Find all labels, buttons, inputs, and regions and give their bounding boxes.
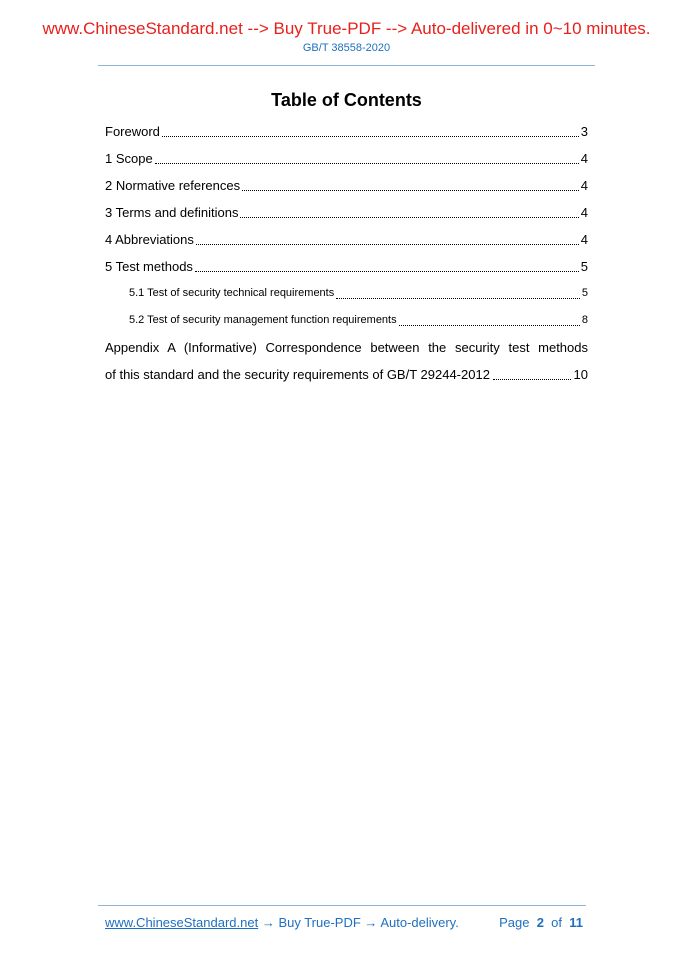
toc-entry-label: 5.2 Test of security management function requirements [129, 314, 397, 326]
of-label: of [551, 915, 563, 930]
dot-leader [399, 325, 580, 326]
toc-entry-abbreviations[interactable] [105, 226, 588, 253]
dot-leader [240, 217, 578, 218]
footer-divider [98, 905, 586, 906]
toc-entry-page: 10 [573, 367, 588, 382]
footer-buy-text: Buy True-PDF [278, 915, 361, 930]
toc-title: Table of Contents [271, 90, 422, 110]
header-divider [98, 65, 595, 66]
dot-leader [336, 298, 580, 299]
toc-entry-page: 4 [580, 151, 588, 166]
toc-entry-test-methods[interactable] [105, 253, 588, 280]
dot-leader [155, 163, 579, 164]
toc-entry-5-2[interactable] [105, 307, 588, 334]
dot-leader [195, 271, 579, 272]
toc-entry-label: Appendix A (Informative) Correspondence between the security test methods [105, 340, 588, 355]
arrow-icon: → [258, 915, 279, 930]
toc-entry-label-continued: of this standard and the security requirements of GB/T 29244-2012 [105, 367, 490, 382]
standard-code: GB/T 38558-2020 [302, 42, 391, 54]
dot-leader [493, 379, 571, 380]
toc-entry-5-1[interactable] [105, 280, 588, 307]
toc-entry-normative-references[interactable] [105, 172, 588, 199]
toc-entry-page: 4 [580, 205, 588, 220]
toc-entry-page: 4 [580, 178, 588, 193]
toc-entry-label: 5 Test methods [105, 259, 193, 274]
toc-entry-page: 5 [580, 259, 588, 274]
toc-entry-label: 1 Scope [105, 151, 153, 166]
dot-leader [162, 136, 579, 137]
toc-entry-page: 4 [580, 232, 588, 247]
page-number: 2 [536, 915, 544, 930]
dot-leader [196, 244, 579, 245]
page-label: Page [499, 915, 530, 930]
toc-entry-label: 5.1 Test of security technical requirements [129, 287, 335, 299]
toc-entry-terms[interactable] [105, 199, 588, 226]
arrow-icon: → [360, 915, 381, 930]
footer-site-link[interactable]: www.ChineseStandard.net [105, 915, 259, 930]
page-indicator [499, 915, 583, 930]
dot-leader [242, 190, 579, 191]
toc-entry-scope[interactable] [105, 145, 588, 172]
toc-entry-label: Foreword [105, 124, 160, 139]
toc-entry-appendix-a[interactable] [105, 334, 588, 388]
promo-banner[interactable]: www.ChineseStandard.net --> Buy True-PDF --> Auto-delivered in 0~10 minutes. [42, 19, 651, 38]
toc-entry-label: 2 Normative references [105, 178, 241, 193]
toc-entry-page: 3 [580, 124, 588, 139]
toc-entry-page: 8 [581, 314, 588, 326]
toc-entry-foreword[interactable] [105, 118, 588, 145]
toc-entry-label: 4 Abbreviations [105, 232, 194, 247]
footer-delivery-text: Auto-delivery. [380, 915, 459, 930]
toc-entry-label: 3 Terms and definitions [105, 205, 239, 220]
toc-list [105, 118, 588, 388]
toc-entry-page: 5 [581, 287, 588, 299]
page-total: 11 [569, 915, 583, 930]
